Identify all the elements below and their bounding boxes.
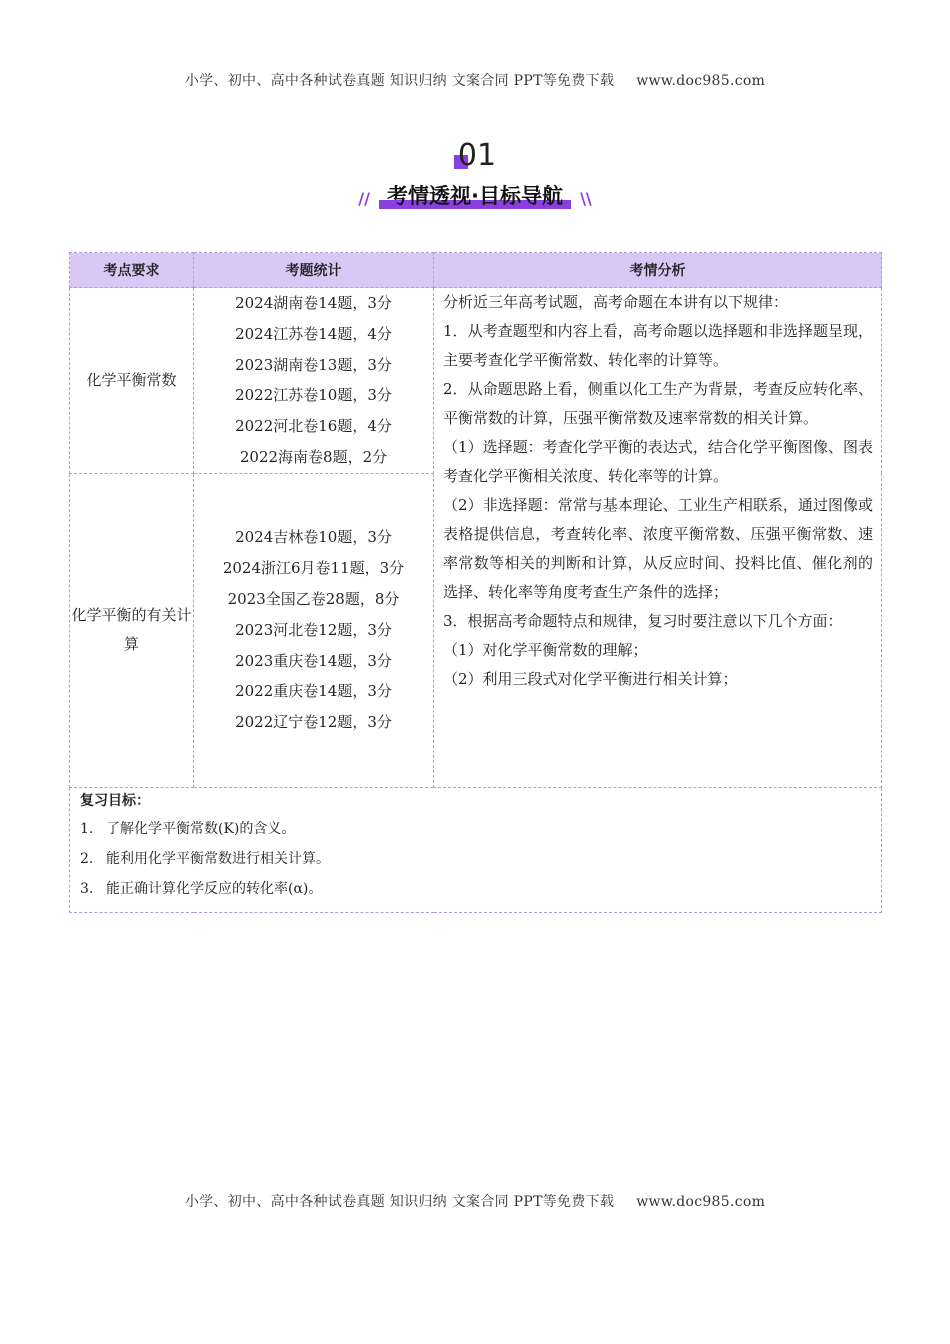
stats-cell: [194, 473, 434, 787]
section-title-text: 考情透视·目标导航: [387, 184, 563, 208]
page-footer: [0, 1191, 950, 1211]
header-topic: 考点要求: [70, 253, 194, 288]
stat-line: 2023重庆卷14题，3分: [235, 651, 392, 670]
section-title-wrap: [0, 180, 950, 210]
goal-item: [80, 814, 871, 844]
analysis-para: （2）利用三段式对化学平衡进行相关计算；: [443, 670, 738, 688]
goal-item: [80, 844, 871, 874]
topic-cell: 化学平衡的有关计算: [70, 473, 194, 787]
stats-cell: [194, 288, 434, 474]
goal-text: 了解化学平衡常数(K)的含义。: [106, 820, 296, 837]
stat-line: 2022辽宁卷12题，3分: [235, 713, 392, 732]
analysis-para: 分析近三年高考试题，高考命题在本讲有以下规律：: [443, 293, 789, 311]
goal-item: [80, 874, 871, 904]
section-title: [379, 180, 571, 210]
header-analysis: 考情分析: [434, 253, 882, 288]
stat-line: 2022重庆卷14题，3分: [235, 682, 392, 701]
stat-line: 2024浙江6月卷11题，3分: [222, 559, 405, 578]
header-text: 小学、初中、高中各种试卷真题 知识归纳 文案合同 PPT等免费下载: [184, 73, 615, 89]
analysis-para: （1）对化学平衡常数的理解；: [443, 641, 648, 659]
stat-line: 2024江苏卷14题，4分: [235, 324, 392, 343]
stat-line: 2023全国乙卷28题，8分: [227, 590, 400, 609]
analysis-cell: [434, 288, 882, 788]
stat-line: 2023河北卷12题，3分: [235, 620, 392, 639]
header-stats: 考题统计: [194, 253, 434, 288]
right-slash-icon: \\: [580, 189, 592, 208]
left-slash-icon: //: [358, 189, 370, 208]
goal-text: 能正确计算化学反应的转化率(α)。: [106, 880, 323, 897]
table-row: [70, 288, 882, 474]
section-number-text: 01: [457, 138, 497, 173]
goal-num: 1.: [80, 820, 94, 837]
page-header: [0, 70, 950, 90]
footer-site[interactable]: www.doc985.com: [636, 1194, 766, 1210]
header-site[interactable]: www.doc985.com: [636, 73, 766, 89]
analysis-para: 3．根据高考命题特点和规律，复习时要注意以下几个方面：: [443, 612, 843, 630]
analysis-para: （1）选择题：考查化学平衡的表达式，结合化学平衡图像、图表考查化学平衡相关浓度、转化率等的计算。: [443, 438, 873, 485]
goals-row: [70, 787, 882, 912]
goal-text: 能利用化学平衡常数进行相关计算。: [106, 850, 330, 867]
section-number: [0, 138, 950, 173]
footer-text: 小学、初中、高中各种试卷真题 知识归纳 文案合同 PPT等免费下载: [184, 1194, 615, 1210]
exam-analysis-table: [69, 252, 882, 913]
topic-cell: 化学平衡常数: [70, 288, 194, 474]
stat-line: 2024吉林卷10题，3分: [235, 528, 392, 547]
analysis-para: 1．从考查题型和内容上看，高考命题以选择题和非选择题呈现，主要考查化学平衡常数、转化率的计算等。: [443, 322, 873, 369]
stat-line: 2022江苏卷10题，3分: [235, 386, 392, 405]
analysis-para: （2）非选择题：常常与基本理论、工业生产相联系，通过图像或表格提供信息，考查转化率、浓度平衡常数、压强平衡常数、速率常数等相关的判断和计算，从反应时间、投料比值、催化剂的选择、转化率等角度考查生产条件的选择；: [443, 496, 873, 601]
stat-line: 2023湖南卷13题，3分: [235, 355, 392, 374]
stat-line: 2022海南卷8题，2分: [239, 447, 388, 466]
stat-line: 2022河北卷16题，4分: [235, 417, 392, 436]
goals-title: 复习目标：: [80, 792, 150, 809]
stat-line: 2024湖南卷14题，3分: [235, 294, 392, 312]
goals-cell: [70, 787, 882, 912]
table-header-row: [70, 253, 882, 288]
goal-num: 2.: [80, 850, 94, 867]
analysis-para: 2．从命题思路上看，侧重以化工生产为背景，考查反应转化率、平衡常数的计算，压强平衡常数及速率常数的相关计算。: [443, 380, 873, 427]
goal-num: 3.: [80, 880, 94, 897]
